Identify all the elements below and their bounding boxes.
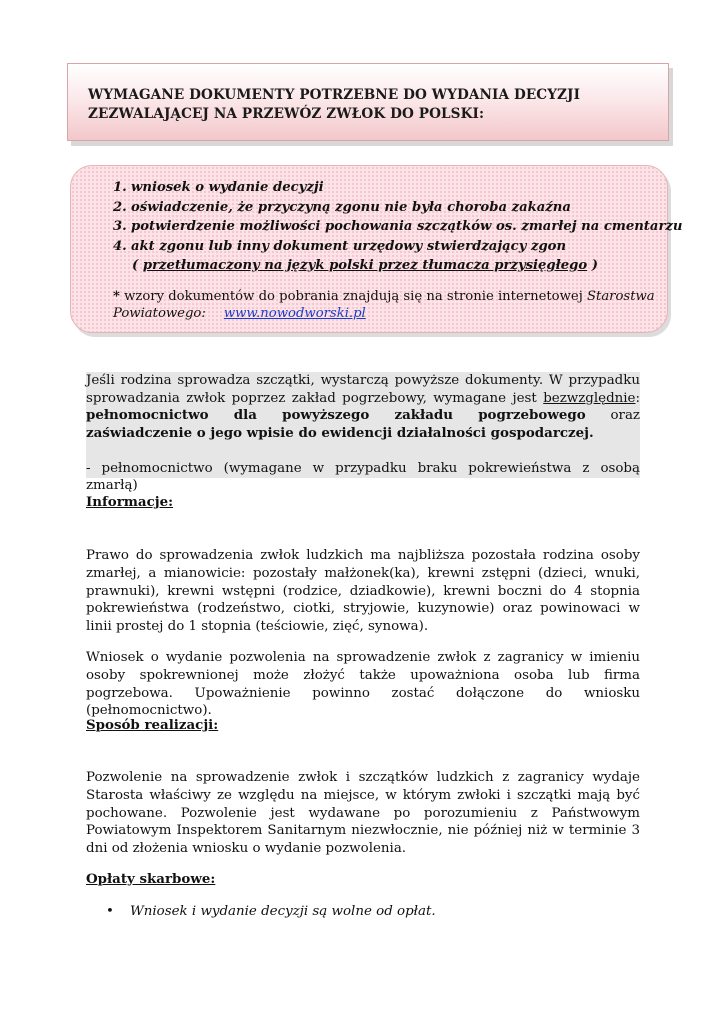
list-item (113, 198, 657, 218)
translation-note (113, 256, 657, 276)
list-number: 3. (113, 219, 127, 234)
translation-text: przetłumaczony na język polski przez tłumacza przysięgłego (142, 258, 588, 273)
paren-open: ( (132, 258, 143, 273)
list-text: potwierdzenie możliwości pochowania szczątków os. zmarłej na cmentarzu (131, 219, 683, 234)
power-of-attorney-line: - pełnomocnictwo (wymagane w przypadku braku pokrewieństwa z osobą zmarłą) (86, 460, 640, 493)
title-line-1: WYMAGANE DOKUMENTY POTRZEBNE DO WYDANIA DECYZJI (88, 87, 581, 103)
list-text: oświadczenie, że przyczyną zgonu nie była choroba zakaźna (131, 199, 571, 215)
text-run: Jeśli rodzina sprowadza szczątki, wystarczą powyższe dokumenty. W przypadku sprowadzania zwłok poprzez zakład pogrzebowy, wymagane jest (86, 373, 640, 406)
spacer (86, 442, 640, 460)
templates-note (113, 288, 657, 322)
list-item (113, 178, 657, 198)
note-text: wzory dokumentów do pobrania znajdują się na stronie internetowej (119, 288, 587, 304)
fees-text: Wniosek i wydanie decyzji są wolne od opłat. (130, 904, 436, 919)
fees-bullet (106, 904, 436, 919)
title-line-2: ZEZWALAJĄCEJ NA PRZEWÓZ ZWŁOK DO POLSKI: (88, 106, 485, 122)
website-link[interactable]: www.nowodworski.pl (223, 305, 366, 321)
list-number: 4. (113, 238, 127, 254)
text-run: : (635, 390, 640, 406)
text-run: oraz (585, 408, 640, 423)
asterisk: * (113, 288, 120, 304)
funeral-home-paragraph (86, 372, 640, 442)
realization-heading: Sposób realizacji: (86, 717, 219, 733)
info-paragraph-1: Prawo do sprowadzenia zwłok ludzkich ma najbliższa pozostała rodzina osoby zmarłej, a mianowicie: pozostały małżonek(ka), krewni zstępni (dzieci, wnuki, prawnuki), krewni wstępni (rodzice, dziadkowie), krewni boczni do 4 stopnia pokrewieństwa (rodzeństwo, ciotki, stryjowie, kuzynowie) oraz powinowaci w linii prostej do 1 stopnia (teściowie, zięć, synowa). (86, 548, 640, 635)
bullet-dot: • (106, 904, 114, 919)
list-number: 2. (113, 199, 127, 215)
realization-paragraph: Pozwolenie na sprowadzenie zwłok i szczątków ludzkich z zagranicy wydaje Starosta właściwy ze względu na miejsce, w którym zwłoki i szczątki mają być pochowane. Pozwolenie jest wydawane po porozumieniu z Państwowym Powiatowym Inspektorem Sanitarnym niezwłocznie, nie później niż w terminie 3 dni od złożenia wniosku o wydanie pozwolenia. (86, 770, 640, 857)
paren-close: ) (587, 258, 598, 273)
bold-text: zaświadczenie o jego wpisie do ewidencji działalności gospodarczej. (86, 424, 594, 441)
funeral-home-info (86, 372, 640, 493)
list-text: wniosek o wydanie decyzji (131, 180, 324, 195)
fees-heading: Opłaty skarbowe: (86, 871, 216, 887)
list-number: 1. (113, 180, 127, 195)
list-item (113, 237, 657, 257)
note-italic-1: Starostwa (586, 288, 655, 304)
title-box (67, 63, 669, 141)
bold-text: pełnomocnictwo dla powyższego zakładu pogrzebowego (86, 407, 586, 423)
info-heading: Informacje: (86, 494, 174, 510)
documents-box (70, 165, 683, 333)
list-text: akt zgonu lub inny dokument urzędowy stwierdzający zgon (131, 238, 567, 254)
documents-list (113, 178, 683, 256)
list-item (113, 217, 683, 237)
note-italic-2: Powiatowego: (113, 305, 206, 321)
underlined-word: bezwzględnie (543, 390, 636, 406)
info-paragraph-2: Wniosek o wydanie pozwolenia na sprowadzenie zwłok z zagranicy w imieniu osoby spokrewnionej może złożyć także upoważniona osoba lub firma pogrzebowa. Upoważnienie powinno zostać dołączone do wniosku (pełnomocnictwo). (86, 650, 640, 719)
